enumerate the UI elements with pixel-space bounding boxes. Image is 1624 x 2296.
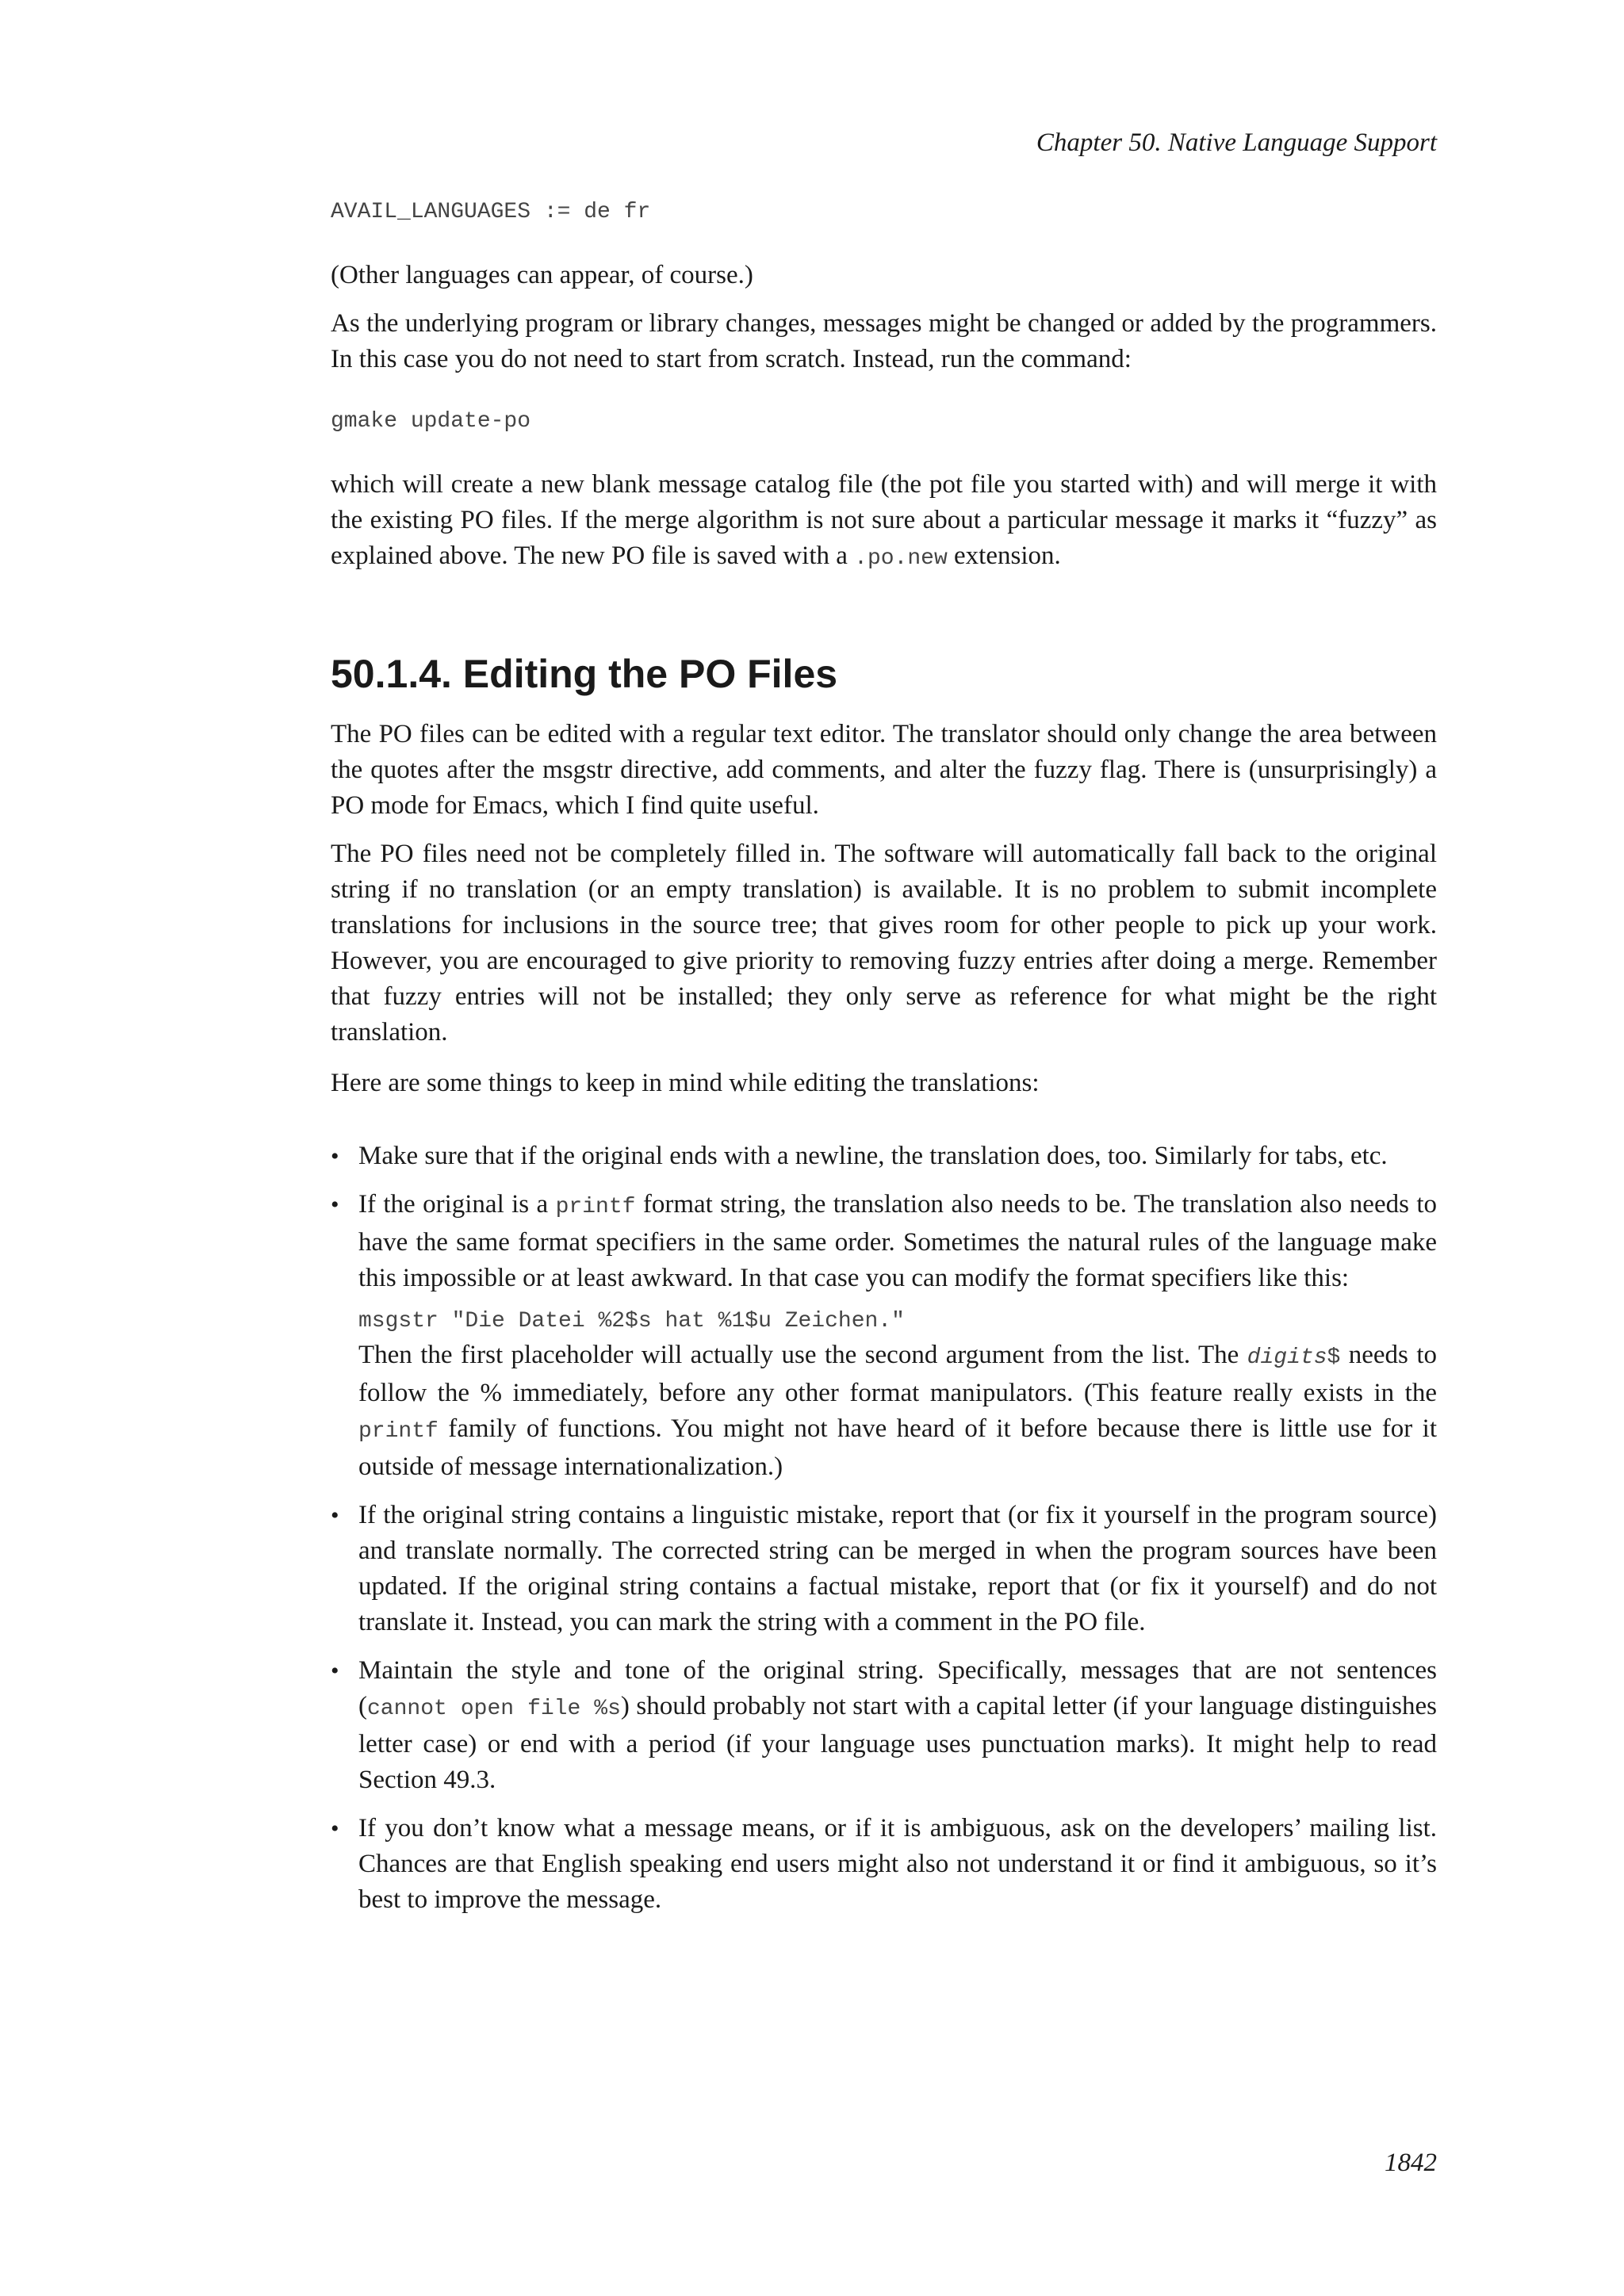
- bullet-text: needs to follow the % immediately, before any other format manipulators. (This feature really exists in the: [358, 1341, 1437, 1407]
- code-update-po: gmake update-po: [331, 409, 531, 434]
- printf-code: printf: [555, 1195, 636, 1219]
- bullet-text: ) should probably not start with a capital letter (if your language distinguishes letter case) or end with a period (if your language uses punctuation marks). It might help to read Section 49.3.: [358, 1692, 1437, 1794]
- merge-text-before: which will create a new blank message catalog file (the pot file you started with) and will merge it with the existing PO files. If the merge algorithm is not sure about a particular message it marks it “fuzzy” as explained above. The new PO file is saved with a: [331, 470, 1437, 570]
- page-number: 1842: [1385, 2149, 1437, 2177]
- bullet-text: If you don’t know what a message means, or if it is ambiguous, ask on the developers’ mailing list. Chances are that English speaking end users might also not understand it or find it ambiguous, so it’s best to improve the message.: [358, 1814, 1437, 1914]
- bullet-text: Then the first placeholder will actually use the second argument from the list. The: [358, 1341, 1247, 1369]
- code-avail-languages: AVAIL_LANGUAGES := de fr: [331, 200, 651, 224]
- list-item: [331, 1653, 1437, 1798]
- merge-text-after: extension.: [947, 541, 1061, 570]
- cannot-open-file-code: cannot open file %s: [367, 1697, 621, 1721]
- list-item: [331, 1138, 1437, 1174]
- guidelines-list: [331, 1138, 1437, 1931]
- dollar-code: $: [1327, 1345, 1341, 1370]
- printf-code: printf: [358, 1419, 439, 1444]
- paragraph-merge: [331, 467, 1437, 576]
- digits-code: digits: [1247, 1345, 1327, 1370]
- bullet-text: If the original string contains a linguistic mistake, report that (or fix it yourself in the program source) and translate normally. The corrected string can be merged in when the program sources have been updated. If the original string contains a factual mistake, report that (or fix it yourself) and do not translate it. Instead, you can mark the string with a comment in the PO file.: [358, 1501, 1437, 1636]
- paragraph-editing: The PO files can be edited with a regular text editor. The translator should only change the area between the quotes after the msgstr directive, add comments, and alter the fuzzy flag. There is (unsurprisingly) a PO mode for Emacs, which I find quite useful.: [331, 720, 1437, 820]
- bullet-text: Maintain the style and tone of the original string. Specifically, messages that are not sentences (: [358, 1656, 1437, 1720]
- section-heading: 50.1.4. Editing the PO Files: [331, 652, 838, 696]
- paragraph-other-languages: (Other languages can appear, of course.): [331, 261, 753, 289]
- bullet-text: format string, the translation also needs to be. The translation also needs to have the same format specifiers in the same order. Sometimes the natural rules of the language make this impossible or at least awkward. In that case you can modify the format specifiers like this:: [358, 1190, 1437, 1292]
- list-item: [331, 1811, 1437, 1918]
- paragraph-things-to-keep: Here are some things to keep in mind while editing the translations:: [331, 1069, 1040, 1097]
- bullet-icon: •: [331, 1502, 339, 1529]
- bullet-icon: •: [331, 1658, 339, 1684]
- bullet-icon: •: [331, 1192, 339, 1218]
- paragraph-program-changes: As the underlying program or library changes, messages might be changed or added by the programmers. In this case you do not need to start from scratch. Instead, run the command:: [331, 309, 1437, 373]
- po-new-code: .po.new: [854, 546, 948, 571]
- bullet-icon: •: [331, 1816, 339, 1842]
- bullet-text: family of functions. You might not have heard of it before because there is little use for it outside of message internationalization.): [358, 1414, 1437, 1481]
- bullet-text: If the original is a: [358, 1190, 556, 1219]
- msgstr-example-code: msgstr "Die Datei %2$s hat %1$u Zeichen.": [358, 1309, 905, 1334]
- bullet-text: Make sure that if the original ends with a newline, the translation does, too. Similarly for tabs, etc.: [358, 1142, 1388, 1170]
- list-item: [331, 1187, 1437, 1485]
- paragraph-not-filled: The PO files need not be completely filled in. The software will automatically fall back to the original string if no translation (or an empty translation) is available. It is no problem to submit incomplete translations for inclusions in the source tree; that gives room for other people to pick up your work. However, you are encouraged to give priority to removing fuzzy entries after doing a merge. Remember that fuzzy entries will not be installed; they only serve as reference for what might be the right translation.: [331, 840, 1437, 1047]
- running-header: Chapter 50. Native Language Support: [1036, 128, 1437, 157]
- bullet-icon: •: [331, 1143, 339, 1169]
- list-item: [331, 1498, 1437, 1640]
